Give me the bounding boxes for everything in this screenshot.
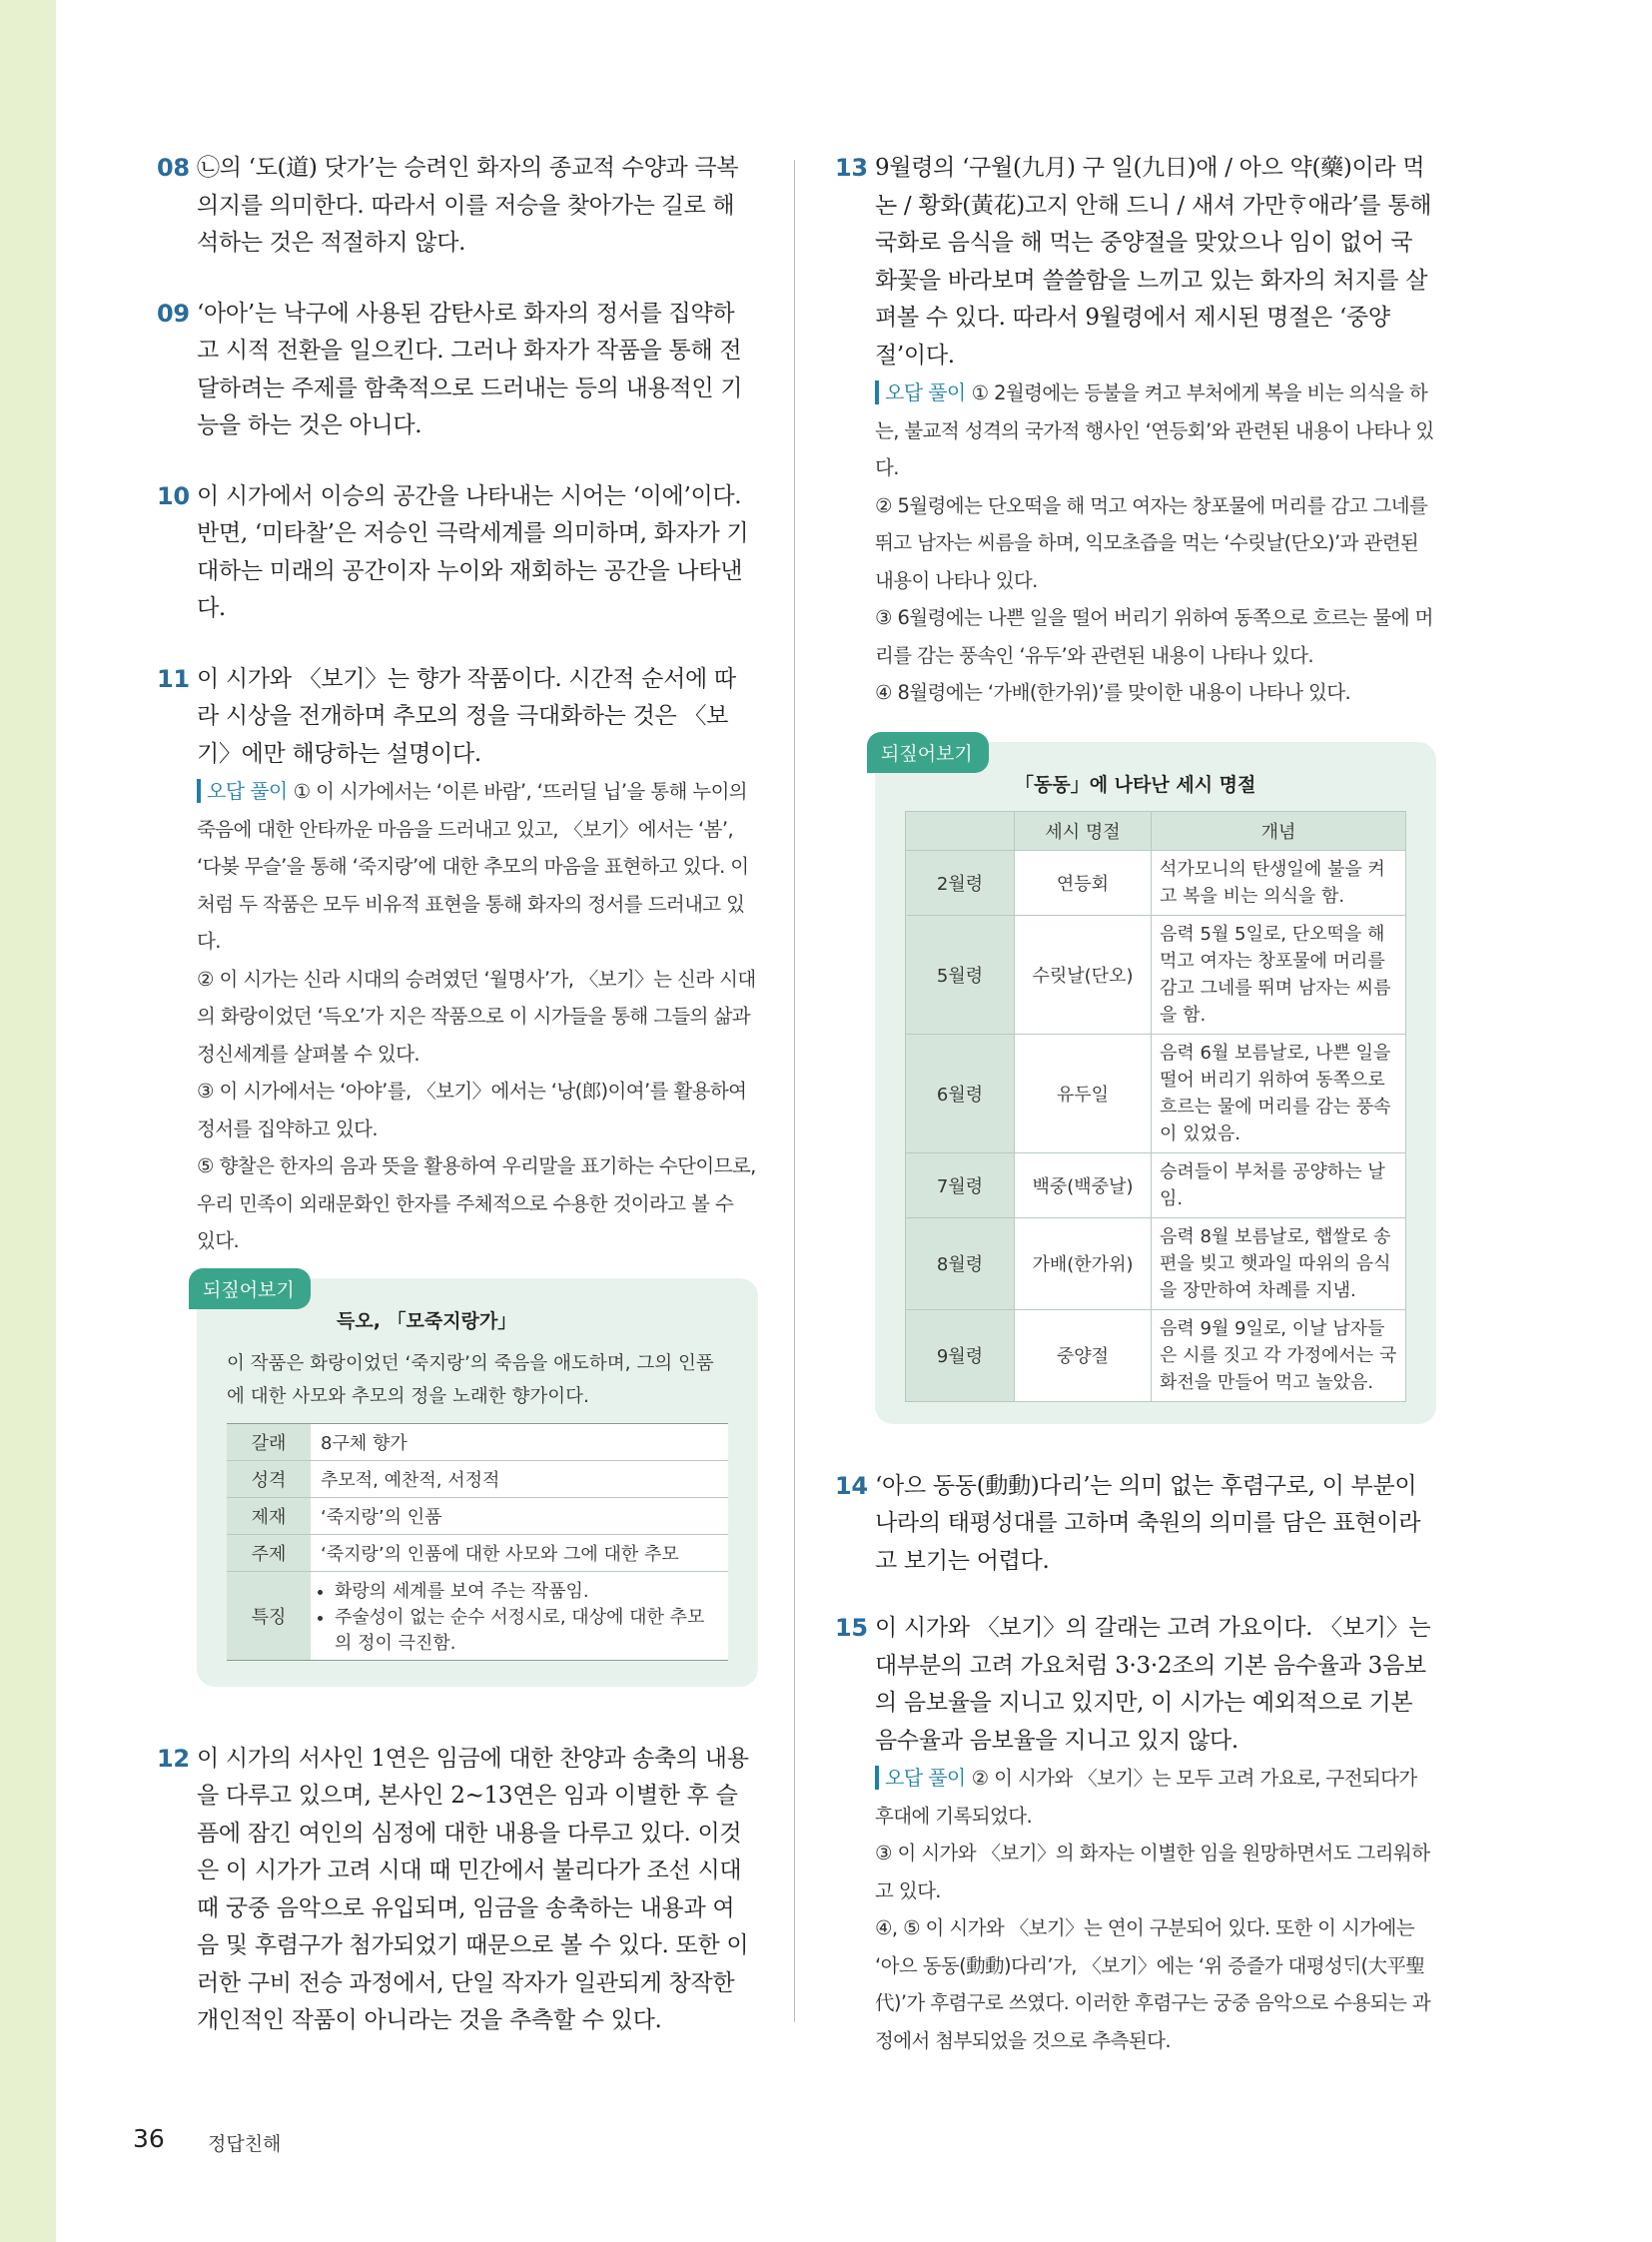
question-number: 14 — [835, 1471, 868, 1500]
review-box-mojukjirangga — [197, 1278, 758, 1687]
question-text: 9월령의 ‘구월(九月) 구 일(九日)애 / 아으 약(藥)이라 먹논 / 황화(黃花)고지 안해 드니 / 새셔 가만ᄒᆞ애라’를 통해 국화로 음식을 해 먹는 중양절을 맞았으나 임이 없어 국화꽃을 바라보며 쓸쓸함을 느끼고 있는 화자의 처지를 살펴볼 수 있다. 따라서 9월령에서 제시된 명절은 ‘중양절’이다. — [875, 155, 1432, 369]
work-info-table — [227, 1423, 728, 1661]
question-number: 13 — [835, 154, 868, 182]
explanation-5: ⑤ 향찰은 한자의 음과 뜻을 활용하여 우리말을 표기하는 수단이므로, 우리 민족이 외래문화인 한자를 주체적으로 수용한 것이라고 볼 수 있다. — [197, 1154, 756, 1252]
left-column — [157, 150, 756, 2040]
question-number: 11 — [157, 664, 190, 693]
question-text: ‘아아’는 낙구에 사용된 감탄사로 화자의 정서를 집약하고 시적 전환을 일으킨다. 그러나 화자가 작품을 통해 전달하려는 주제를 함축적으로 드러내는 등의 내용적인 기능을 하는 것은 아니다. — [197, 300, 743, 438]
table-row: 7월령 백중(백중날) 승려들이 부처를 공양하는 날임. — [906, 1152, 1406, 1217]
question-10 — [157, 478, 756, 628]
table-row: 5월령 수릿날(단오) 음력 5월 5일로, 단오떡을 해 먹고 여자는 창포물에 머리를 감고 그네를 뛰며 남자는 씨름을 함. — [906, 915, 1406, 1034]
question-08 — [157, 150, 756, 263]
right-column — [835, 150, 1434, 2059]
question-number: 10 — [157, 481, 190, 510]
explanation-3: ③ 이 시가에서는 ‘아야’를, 〈보기〉에서는 ‘낭(郎)이여’를 활용하여 정서를 집약하고 있다. — [197, 1080, 747, 1140]
review-box-dongdong — [875, 742, 1436, 1424]
question-text: ‘아으 동동(動動)다리’는 의미 없는 후렴구로, 이 부분이 나라의 태평성대를 고하며 축원의 의미를 담은 표현이라고 보기는 어렵다. — [875, 1472, 1421, 1574]
question-11 — [157, 661, 756, 1260]
wrong-answer-tag: 오답 풀이 — [875, 1766, 966, 1790]
side-strip — [0, 0, 56, 2242]
question-number: 12 — [157, 1744, 190, 1773]
question-13 — [835, 150, 1434, 712]
footer-title: 정답친해 — [208, 2133, 282, 2155]
feature-item: • 주술성이 없는 순수 서정시로, 대상에 대한 추모의 정이 극진함. — [335, 1603, 718, 1655]
question-14 — [835, 1468, 1434, 1581]
question-text: 이 시가와 〈보기〉는 향가 작품이다. 시간적 순서에 따라 시상을 전개하며 추모의 정을 극대화하는 것은 〈보기〉에만 해당하는 설명이다. — [197, 665, 736, 767]
review-tab: 되짚어보기 — [189, 1268, 311, 1309]
table-row: 8월령 가배(한가위) 음력 8월 보름날로, 햅쌀로 송편을 빚고 햇과일 따위의 음식을 장만하여 차례를 지냄. — [906, 1217, 1406, 1309]
table-row: 특징 • 화랑의 세계를 보여 주는 작품임. • 주술성이 없는 순수 서정시로, 대상에 대한 추모의 정이 극진함. — [227, 1571, 728, 1660]
question-09 — [157, 296, 756, 445]
question-12 — [157, 1741, 756, 2040]
question-number: 08 — [157, 154, 190, 182]
table-header: 세시 명절 개념 — [906, 811, 1406, 850]
table-row: 6월령 유두일 음력 6월 보름날로, 나쁜 일을 떨어 버리기 위하여 동쪽으로 흐르는 물에 머리를 감는 풍속이 있었음. — [906, 1034, 1406, 1152]
wrong-answer-tag: 오답 풀이 — [197, 779, 288, 803]
review-intro: 이 작품은 화랑이었던 ‘죽지랑’의 죽음을 애도하며, 그의 인품에 대한 사모와 추모의 정을 노래한 향가이다. — [227, 1352, 714, 1407]
table-row: 주제 ‘죽지랑’의 인품에 대한 사모와 그에 대한 추모 — [227, 1534, 728, 1571]
question-text: ㉡의 ‘도(道) 닷가’는 승려인 화자의 종교적 수양과 극복 의지를 의미한다. 따라서 이를 저승을 찾아가는 길로 해석하는 것은 적절하지 않다. — [197, 155, 739, 256]
table-row: 제재 ‘죽지랑’의 인품 — [227, 1497, 728, 1534]
table-row: 갈래 8구체 향가 — [227, 1423, 728, 1460]
feature-item: • 화랑의 세계를 보여 주는 작품임. — [335, 1577, 718, 1603]
wrong-answer-explanation: 오답 풀이 ① 2월령에는 등불을 켜고 부처에게 복을 비는 의식을 하는, 불교적 성격의 국가적 행사인 ‘연등회’와 관련된 내용이 나타나 있다. — [875, 380, 1434, 479]
explanation-2: ② 5월령에는 단오떡을 해 먹고 여자는 창포물에 머리를 감고 그네를 뛰고 남자는 씨름을 하며, 익모초즙을 먹는 ‘수릿날(단오)’과 관련된 내용이 나타나 있다. — [875, 493, 1428, 592]
explanation-45: ④, ⑤ 이 시가와 〈보기〉는 연이 구분되어 있다. 또한 이 시가에는 ‘아으 동동(動動)다리’가, 〈보기〉에는 ‘위 증즐가 대평성ᄃᆡ(大平聖代)’가 후렴구로 쓰였다. 이러한 후렴구는 궁중 음악으로 수용되는 과정에서 첨부되었을 것으로 추측된다. — [875, 1916, 1431, 2052]
table-row: 2월령 연등회 석가모니의 탄생일에 불을 켜고 복을 비는 의식을 함. — [906, 850, 1406, 915]
wrong-answer-explanation: 오답 풀이 ① 이 시가에서는 ‘이른 바람’, ‘뜨러딜 닙’을 통해 누이의 죽음에 대한 안타까운 마음을 드러내고 있고, 〈보기〉에서는 ‘봄’, ‘다봊 무슬’을 통해 ‘죽지랑’에 대한 추모의 마음을 표현하고 있다. 이처럼 두 작품은 모두 비유적 표현을 통해 화자의 정서를 드러내고 있다. — [197, 779, 749, 953]
question-number: 09 — [157, 299, 190, 328]
holiday-table — [905, 811, 1406, 1402]
column-divider — [794, 160, 795, 2022]
question-15 — [835, 1610, 1434, 2059]
explanation-3: ③ 이 시가와 〈보기〉의 화자는 이별한 임을 원망하면서도 그리워하고 있다. — [875, 1842, 1430, 1902]
explanation-3: ③ 6월령에는 나쁜 일을 떨어 버리기 위하여 동쪽으로 흐르는 물에 머리를 감는 풍속인 ‘유두’와 관련된 내용이 나타나 있다. — [875, 606, 1433, 667]
table-row: 성격 추모적, 예찬적, 서정적 — [227, 1460, 728, 1497]
explanation-4: ④ 8월령에는 ‘가배(한가위)’를 맞이한 내용이 나타나 있다. — [875, 681, 1351, 704]
question-number: 15 — [835, 1614, 868, 1642]
question-text: 이 시가와 〈보기〉의 갈래는 고려 가요이다. 〈보기〉는 대부분의 고려 가요처럼 3·3·2조의 기본 음수율과 3음보의 음보율을 지니고 있지만, 이 시가는 예외적으로 기본 음수율과 음보율을 지니고 있지 않다. — [875, 1615, 1431, 1754]
review-title: 「동동」에 나타난 세시 명절 — [1015, 773, 1256, 796]
table-row: 9월령 중양절 음력 9월 9일로, 이날 남자들은 시를 짓고 각 가정에서는 국화전을 만들어 먹고 놀았음. — [906, 1309, 1406, 1401]
explanation-2: ② 이 시가는 신라 시대의 승려였던 ‘월명사’가, 〈보기〉는 신라 시대의 화랑이었던 ‘득오’가 지은 작품으로 이 시가들을 통해 그들의 삶과 정신세계를 살펴볼 수 있다. — [197, 967, 756, 1066]
review-tab: 되짚어보기 — [867, 732, 989, 773]
wrong-answer-explanation: 오답 풀이 ② 이 시가와 〈보기〉는 모두 고려 가요로, 구전되다가 후대에 기록되었다. — [875, 1766, 1417, 1828]
wrong-answer-tag: 오답 풀이 — [875, 380, 966, 404]
question-text: 이 시가에서 이승의 공간을 나타내는 시어는 ‘이에’이다. 반면, ‘미타찰’은 저승인 극락세계를 의미하며, 화자가 기대하는 미래의 공간이자 누이와 재회하는 공간을 나타낸다. — [197, 482, 749, 621]
page-number: 36 — [133, 2124, 165, 2153]
question-text: 이 시가의 서사인 1연은 임금에 대한 찬양과 송축의 내용을 다루고 있으며, 본사인 2~13연은 임과 이별한 후 슬픔에 잠긴 여인의 심정에 대한 내용을 다루고 있다. 이것은 이 시가가 고려 시대 때 민간에서 불리다가 조선 시대 때 궁중 음악으로 유입되며, 임금을 송축하는 내용과 여음 및 후렴구가 첨가되었기 때문으로 볼 수 있다. 또한 이러한 구비 전승 과정에서, 단일 작자가 일관되게 창작한 개인적인 작품이 아니라는 것을 추측할 수 있다. — [197, 1745, 749, 2033]
review-title: 득오, 「모죽지랑가」 — [337, 1309, 517, 1332]
